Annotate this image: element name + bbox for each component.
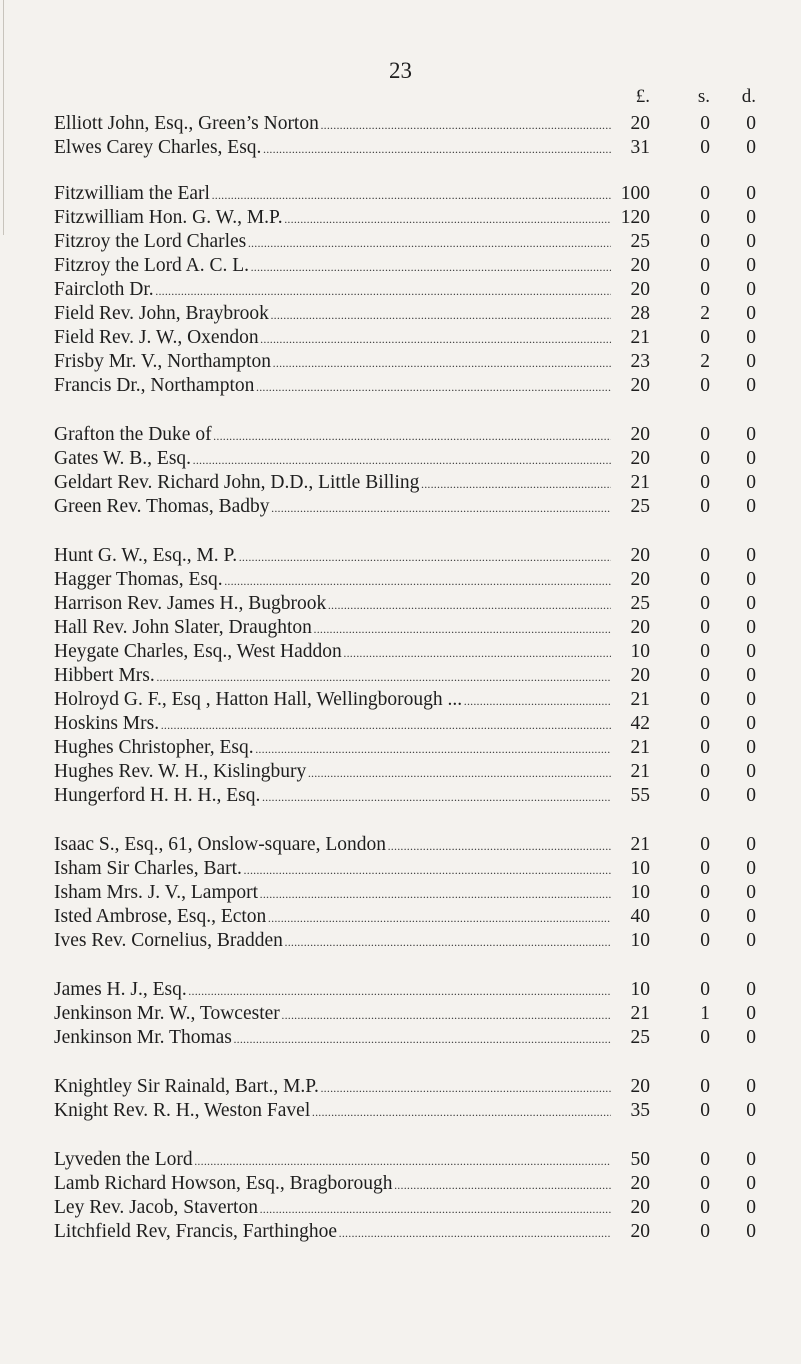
entry-group [0,1075,801,1123]
subscriber-row [0,230,801,254]
subscriber-row [0,1075,801,1099]
amount-shillings: 0 [700,1173,710,1194]
subscriber-name: Litchfield Rev, Francis, Farthinghoe . . . [54,1220,611,1245]
amount-shillings: 0 [700,496,710,517]
subscriber-name: Field Rev. J. W., Oxendon . . . [54,326,611,351]
amount-pounds: 42 [630,713,650,734]
amount-pounds: 21 [630,1003,650,1024]
subscriber-name: Jenkinson Mr. W., Towcester . . . [54,1002,611,1027]
subscriber-name: Fitzwilliam Hon. G. W., M.P. . . . [54,206,611,231]
amount-pounds: 31 [630,137,650,158]
subscriber-name: James H. J., Esq. . . . [54,978,611,1003]
amount-pence: 0 [746,1197,756,1218]
amount-pounds: 20 [630,545,650,566]
entry-group [0,544,801,808]
amount-pence: 0 [746,785,756,806]
page-number: 23 [389,58,412,83]
subscriber-row [0,784,801,808]
amount-pounds: 21 [630,761,650,782]
amount-pence: 0 [746,689,756,710]
amount-pounds: 10 [630,882,650,903]
amount-pence: 0 [746,207,756,228]
amount-pounds: 21 [630,472,650,493]
amount-pence: 0 [746,231,756,252]
amount-shillings: 0 [700,1197,710,1218]
amount-shillings: 0 [700,113,710,134]
amount-shillings: 0 [700,785,710,806]
subscriber-row [0,1220,801,1244]
amount-pence: 0 [746,1221,756,1242]
amount-pounds: 20 [630,617,650,638]
subscriber-row [0,182,801,206]
subscriber-name: Lamb Richard Howson, Esq., Bragborough . . . [54,1172,611,1197]
subscriber-row [0,833,801,857]
subscriber-name: Hibbert Mrs. . . . [54,664,611,689]
subscriber-row [0,254,801,278]
amount-pence: 0 [746,137,756,158]
amount-shillings: 0 [700,255,710,276]
amount-pounds: 20 [630,424,650,445]
subscriber-name: Isted Ambrose, Esq., Ecton . . . [54,905,611,930]
subscriber-name: Heygate Charles, Esq., West Haddon . . . [54,640,611,665]
amount-shillings: 0 [700,689,710,710]
subscriber-name: Hoskins Mrs. . . . [54,712,611,737]
amount-pounds: 35 [630,1100,650,1121]
subscriber-name: Hunt G. W., Esq., M. P. . . . [54,544,611,569]
amount-pence: 0 [746,906,756,927]
amount-pounds: 10 [630,979,650,1000]
amount-pence: 0 [746,472,756,493]
amount-pence: 0 [746,1027,756,1048]
subscriber-name: Fitzroy the Lord A. C. L. . . . [54,254,611,279]
amount-shillings: 0 [700,906,710,927]
amount-pence: 0 [746,858,756,879]
amount-shillings: 0 [700,1149,710,1170]
amount-shillings: 0 [700,1027,710,1048]
amount-shillings: 0 [700,834,710,855]
amount-pounds: 21 [630,327,650,348]
amount-pence: 0 [746,641,756,662]
subscriber-row [0,544,801,568]
subscriber-name: Isaac S., Esq., 61, Onslow-square, London . . . [54,833,611,858]
amount-pence: 0 [746,737,756,758]
amount-pence: 0 [746,569,756,590]
amount-shillings: 2 [700,351,710,372]
amount-pence: 0 [746,593,756,614]
shillings-column-heading: s. [697,86,710,107]
amount-shillings: 0 [700,207,710,228]
subscriber-name: Hughes Rev. W. H., Kislingbury . . . [54,760,611,785]
amount-shillings: 0 [700,279,710,300]
subscriber-name: Ives Rev. Cornelius, Bradden . . . [54,929,611,954]
amount-pence: 0 [746,183,756,204]
amount-shillings: 0 [700,137,710,158]
amount-pence: 0 [746,303,756,324]
subscriber-row [0,1148,801,1172]
subscriber-row [0,1099,801,1123]
amount-pence: 0 [746,448,756,469]
amount-shillings: 0 [700,327,710,348]
amount-pounds: 21 [630,689,650,710]
amount-shillings: 0 [700,641,710,662]
amount-shillings: 0 [700,569,710,590]
amount-pence: 0 [746,665,756,686]
amount-pounds: 55 [630,785,650,806]
amount-pounds: 23 [630,351,650,372]
amount-shillings: 0 [700,713,710,734]
amount-pence: 0 [746,1100,756,1121]
subscriber-row [0,1002,801,1026]
subscriber-row [0,447,801,471]
subscriber-name: Knight Rev. R. H., Weston Favel . . . [54,1099,611,1124]
amount-pence: 0 [746,545,756,566]
subscriber-name: Green Rev. Thomas, Badby . . . [54,495,611,520]
subscriber-name: Lyveden the Lord . . . [54,1148,611,1173]
amount-pence: 0 [746,375,756,396]
subscriber-row [0,664,801,688]
amount-pence: 0 [746,496,756,517]
subscriber-row [0,302,801,326]
entry-group [0,182,801,398]
amount-pence: 0 [746,930,756,951]
amount-pence: 0 [746,761,756,782]
amount-pounds: 10 [630,641,650,662]
subscriber-row [0,736,801,760]
amount-pounds: 10 [630,858,650,879]
subscriber-row [0,978,801,1002]
amount-pence: 0 [746,1149,756,1170]
pounds-column-heading: £. [635,86,650,107]
amount-pounds: 20 [630,448,650,469]
amount-shillings: 0 [700,665,710,686]
subscriber-row [0,929,801,953]
subscriber-name: Faircloth Dr. . . . [54,278,611,303]
subscriber-row [0,326,801,350]
amount-pounds: 40 [630,906,650,927]
amount-shillings: 0 [700,231,710,252]
amount-shillings: 0 [700,737,710,758]
subscriber-name: Jenkinson Mr. Thomas . . . [54,1026,611,1051]
subscriber-name: Francis Dr., Northampton . . . [54,374,611,399]
subscriber-name: Hall Rev. John Slater, Draughton . . . [54,616,611,641]
amount-shillings: 2 [700,303,710,324]
subscriber-name: Gates W. B., Esq. . . . [54,447,611,472]
subscriber-name: Isham Sir Charles, Bart. . . . [54,857,611,882]
subscriber-name: Grafton the Duke of . . . [54,423,611,448]
amount-pounds: 20 [630,665,650,686]
amount-pounds: 20 [630,1221,650,1242]
amount-shillings: 0 [700,472,710,493]
amount-pounds: 20 [630,1173,650,1194]
subscriber-row [0,495,801,519]
subscriber-row [0,1196,801,1220]
subscriber-row [0,712,801,736]
amount-shillings: 0 [700,375,710,396]
amount-pounds: 50 [630,1149,650,1170]
subscriber-name: Field Rev. John, Braybrook . . . [54,302,611,327]
amount-shillings: 0 [700,1100,710,1121]
subscriber-row [0,1172,801,1196]
subscriber-row [0,278,801,302]
amount-shillings: 0 [700,1076,710,1097]
amount-pounds: 20 [630,113,650,134]
amount-shillings: 0 [700,1221,710,1242]
subscriber-name: Holroyd G. F., Esq , Hatton Hall, Wellingborough ... . . . [54,688,611,713]
amount-pounds: 20 [630,569,650,590]
subscriber-row [0,112,801,136]
amount-pence: 0 [746,424,756,445]
amount-pence: 0 [746,713,756,734]
amount-shillings: 0 [700,545,710,566]
subscriber-name: Hughes Christopher, Esq. . . . [54,736,611,761]
amount-pounds: 21 [630,834,650,855]
amount-pounds: 25 [630,1027,650,1048]
amount-shillings: 0 [700,882,710,903]
amount-pounds: 20 [630,375,650,396]
amount-pence: 0 [746,1003,756,1024]
amount-shillings: 0 [700,617,710,638]
entry-group [0,978,801,1050]
entry-group [0,423,801,519]
amount-pence: 0 [746,1173,756,1194]
amount-pounds: 28 [630,303,650,324]
subscriber-name: Elliott John, Esq., Green’s Norton . . . [54,112,611,137]
subscriber-name: Fitzwilliam the Earl . . . [54,182,611,207]
amount-pence: 0 [746,255,756,276]
amount-pence: 0 [746,834,756,855]
subscriber-row [0,905,801,929]
amount-pence: 0 [746,279,756,300]
subscriber-row [0,857,801,881]
subscriber-name: Geldart Rev. Richard John, D.D., Little Billing . . . [54,471,611,496]
amount-shillings: 0 [700,424,710,445]
amount-pence: 0 [746,327,756,348]
amount-pence: 0 [746,351,756,372]
subscriber-row [0,374,801,398]
subscriber-row [0,568,801,592]
subscriber-row [0,136,801,160]
amount-pounds: 25 [630,496,650,517]
amount-pounds: 20 [630,1076,650,1097]
pence-column-heading: d. [741,86,756,107]
amount-pence: 0 [746,617,756,638]
subscriber-row [0,350,801,374]
amount-shillings: 0 [700,858,710,879]
entry-group [0,833,801,953]
amount-pounds: 20 [630,1197,650,1218]
subscriber-name: Fitzroy the Lord Charles . . . [54,230,611,255]
subscriber-row [0,760,801,784]
subscriber-name: Harrison Rev. James H., Bugbrook . . . [54,592,611,617]
subscriber-name: Frisby Mr. V., Northampton . . . [54,350,611,375]
subscriber-list [0,112,801,1269]
subscriber-row [0,423,801,447]
subscriber-row [0,881,801,905]
amount-shillings: 0 [700,761,710,782]
subscriber-name: Knightley Sir Rainald, Bart., M.P. . . . [54,1075,611,1100]
subscriber-name: Ley Rev. Jacob, Staverton . . . [54,1196,611,1221]
amount-pounds: 21 [630,737,650,758]
amount-shillings: 0 [700,593,710,614]
subscriber-row [0,1026,801,1050]
amount-pence: 0 [746,882,756,903]
subscriber-row [0,688,801,712]
amount-shillings: 0 [700,979,710,1000]
subscriber-row [0,640,801,664]
amount-shillings: 0 [700,930,710,951]
subscriber-name: Hagger Thomas, Esq. . . . [54,568,611,593]
amount-shillings: 0 [700,448,710,469]
amount-pence: 0 [746,1076,756,1097]
amount-pounds: 10 [630,930,650,951]
amount-pounds: 25 [630,593,650,614]
amount-pence: 0 [746,113,756,134]
amount-pounds: 20 [630,255,650,276]
amount-pounds: 120 [620,207,650,228]
subscriber-name: Elwes Carey Charles, Esq. . . . [54,136,611,161]
amount-pounds: 20 [630,279,650,300]
subscriber-row [0,592,801,616]
entry-group [0,1148,801,1244]
subscriber-row [0,206,801,230]
amount-shillings: 0 [700,183,710,204]
subscriber-row [0,471,801,495]
subscriber-row [0,616,801,640]
subscriber-name: Isham Mrs. J. V., Lamport . . . [54,881,611,906]
amount-pounds: 100 [620,183,650,204]
amount-shillings: 1 [700,1003,710,1024]
entry-group [0,112,801,160]
amount-pounds: 25 [630,231,650,252]
subscriber-name: Hungerford H. H. H., Esq. . . . [54,784,611,809]
amount-pence: 0 [746,979,756,1000]
